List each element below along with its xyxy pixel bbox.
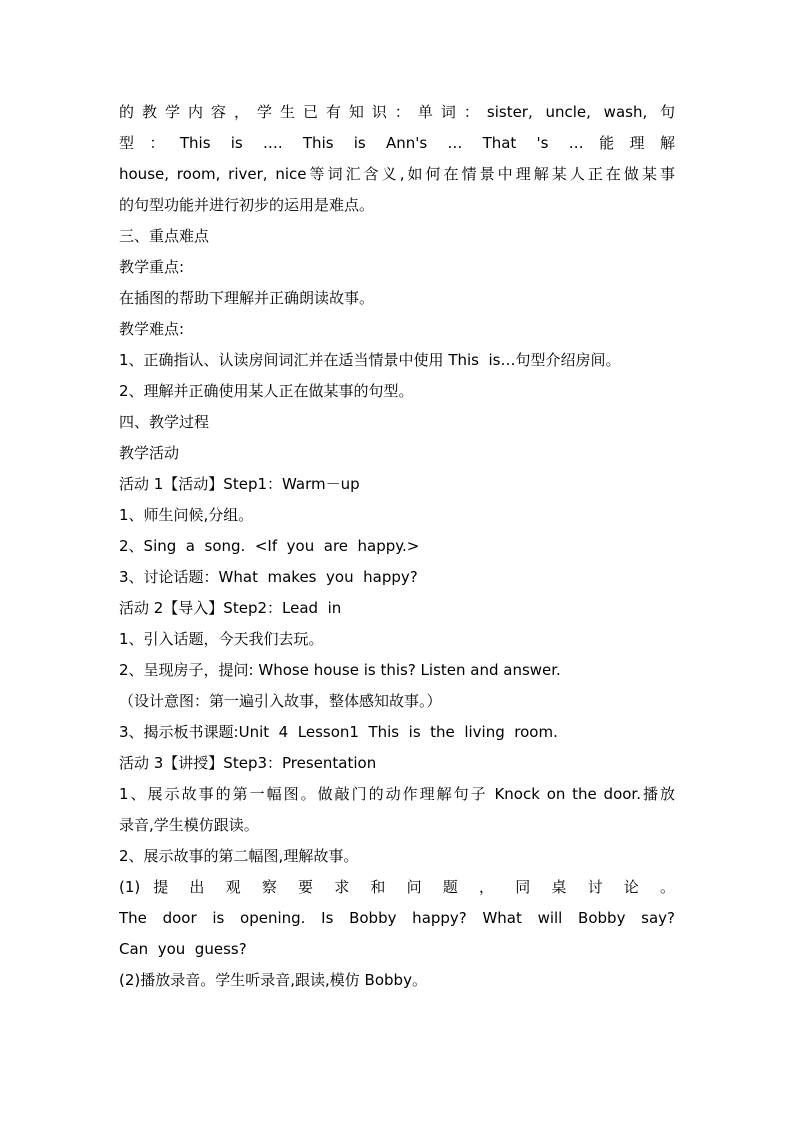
list-item: 2、呈现房子，提问: Whose house is this? Listen and answer. xyxy=(119,661,561,679)
activity-heading: 活动 2【导入】Step2：Lead in xyxy=(119,599,342,617)
sub-list-item: (1) 提 出 观 察 要 求 和 问 题 ， 同 桌 讨 论 。 xyxy=(119,878,675,896)
design-note: （设计意图：第一遍引入故事，整体感知故事。） xyxy=(119,692,442,710)
paragraph-line: 录音,学生模仿跟读。 xyxy=(119,816,259,834)
section-heading: 三、重点难点 xyxy=(119,227,210,245)
paragraph-line: 在插图的帮助下理解并正确朗读故事。 xyxy=(119,289,375,307)
sub-list-item: (2)播放录音。学生听录音,跟读,模仿 Bobby。 xyxy=(119,971,427,989)
section-heading: 四、教学过程 xyxy=(119,413,210,431)
list-item: 1、展示故事的第一幅图。做敲门的动作理解句子 Knock on the door.播放 xyxy=(119,785,675,803)
paragraph-line: house, room, river, nice等词汇含义,如何在情景中理解某人正在做某事 xyxy=(119,165,675,183)
list-item: 2、展示故事的第二幅图,理解故事。 xyxy=(119,847,359,865)
list-item: 3、揭示板书课题:Unit 4 Lesson1 This is the living room. xyxy=(119,723,558,741)
document-body xyxy=(119,97,675,996)
subheading: 教学难点: xyxy=(119,320,185,338)
list-item: 1、师生问候,分组。 xyxy=(119,506,254,524)
list-item: 2、Sing a song. <If you are happy.> xyxy=(119,537,420,555)
paragraph-line: 型：This is …. This is Ann's … That 's …能理解 xyxy=(119,134,675,152)
paragraph-line: Can you guess? xyxy=(119,940,247,958)
subheading: 教学重点: xyxy=(119,258,185,276)
paragraph-line: The door is opening. Is Bobby happy? What will Bobby say? xyxy=(119,909,675,927)
list-item: 1、引入话题，今天我们去玩。 xyxy=(119,630,324,648)
subheading: 教学活动 xyxy=(119,444,180,462)
paragraph-line: 的教学内容，学生已有知识：单词：sister, uncle, wash, 句 xyxy=(119,103,675,121)
activity-heading: 活动 1【活动】Step1：Warm－up xyxy=(119,475,360,493)
list-item: 1、正确指认、认读房间词汇并在适当情景中使用 This is…句型介绍房间。 xyxy=(119,351,621,369)
activity-heading: 活动 3【讲授】Step3：Presentation xyxy=(119,754,377,772)
list-item: 2、理解并正确使用某人正在做某事的句型。 xyxy=(119,382,414,400)
paragraph-line: 的句型功能并进行初步的运用是难点。 xyxy=(119,196,375,214)
list-item: 3、讨论话题：What makes you happy? xyxy=(119,568,418,586)
